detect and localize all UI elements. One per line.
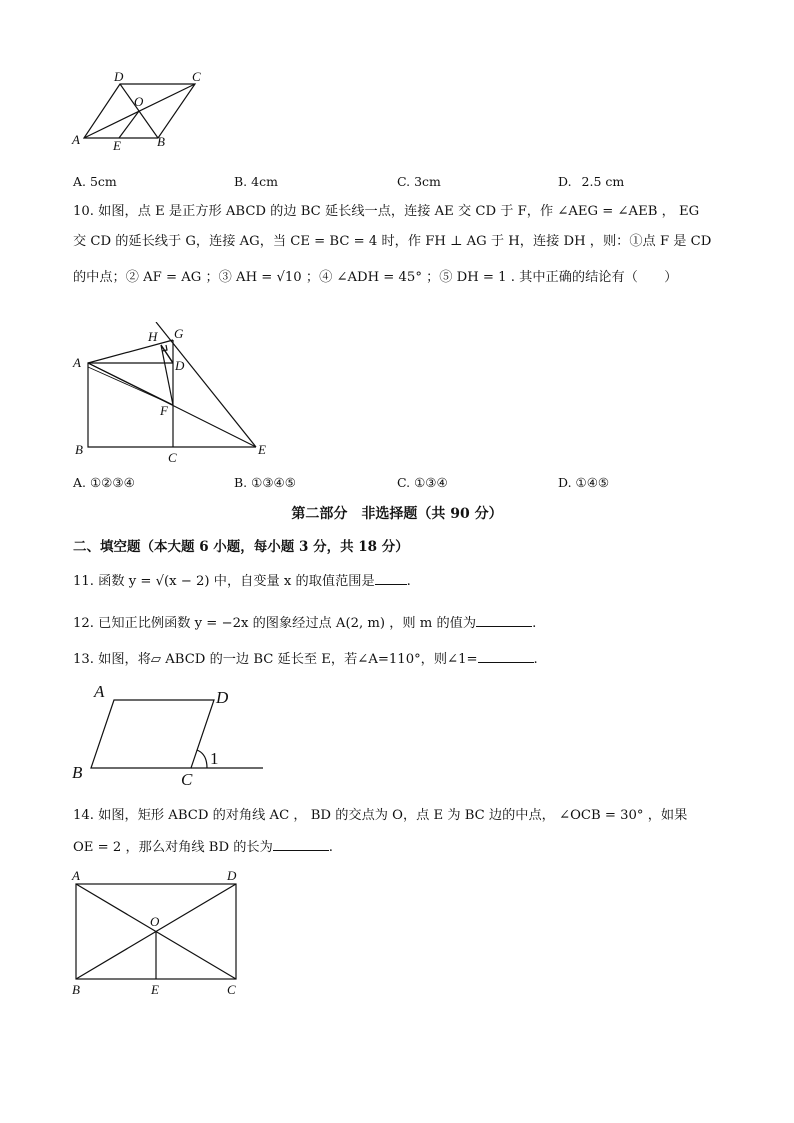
label-c: C <box>192 69 201 84</box>
q13-answer-blank[interactable] <box>478 650 534 663</box>
q10-line-1: 10. 如图，点 E 是正方形 ABCD 的边 BC 延长线一点，连接 AE 交 CD 于 F，作 ∠AEG = ∠AEB ， EG <box>73 204 700 219</box>
q10-line-3: 的中点；② AF = AG ；③ AH = √10 ；④ ∠ADH = 45° ；⑤ DH = 1 . 其中正确的结论有（ ） <box>73 270 678 285</box>
q14-line-2-text: OE = 2 ，那么对角线 BD 的长为 <box>73 840 273 855</box>
label-e: E <box>258 442 266 457</box>
label-o: O <box>150 914 160 929</box>
q13 <box>73 650 538 669</box>
q12-end: . <box>532 616 537 631</box>
part-title: 第二部分 非选择题（共 90 分） <box>291 506 503 522</box>
label-b: B <box>72 763 83 782</box>
q12-text: 12. 已知正比例函数 y = −2x 的图象经过点 A(2, m) ，则 m 的值为 <box>73 616 477 631</box>
q10-option-c: C. ①③④ <box>397 475 448 490</box>
label-d: D <box>114 69 124 84</box>
q10-option-d: D. ①④⑤ <box>558 475 610 490</box>
label-b: B <box>75 442 83 457</box>
label-e: E <box>113 138 121 153</box>
q12-answer-blank[interactable] <box>476 614 532 627</box>
label-g: G <box>174 326 184 341</box>
q14-answer-blank[interactable] <box>273 838 329 851</box>
q10-option-a: A. ①②③④ <box>73 475 135 490</box>
section-heading: 二、填空题（本大题 6 小题，每小题 3 分，共 18 分） <box>73 539 409 555</box>
label-d: D <box>227 868 237 883</box>
label-b: B <box>157 134 165 149</box>
label-d: D <box>216 688 229 707</box>
q9-option-d-value: 2.5 cm <box>581 174 625 189</box>
q9-option-d-prefix: D. <box>558 174 572 189</box>
label-c: C <box>227 982 236 997</box>
label-c: C <box>168 450 177 465</box>
q13-text: 13. 如图，将▱ ABCD 的一边 BC 延长至 E，若∠A=110°，则∠1= <box>73 652 478 667</box>
label-a: A <box>73 355 81 370</box>
label-h: H <box>148 329 158 344</box>
q13-end: . <box>533 652 538 667</box>
label-angle-1: 1 <box>210 749 219 768</box>
q10-option-b: B. ①③④⑤ <box>234 475 296 490</box>
figure-q14-rectangle <box>66 866 256 1002</box>
q11-end: . <box>406 574 411 589</box>
q11-answer-blank[interactable] <box>375 572 407 585</box>
segment-af <box>88 363 173 405</box>
q14-end: . <box>328 840 333 855</box>
label-a: A <box>72 132 80 147</box>
label-f: F <box>160 403 168 418</box>
label-d: D <box>175 358 185 373</box>
label-a: A <box>94 682 105 701</box>
label-e: E <box>151 982 159 997</box>
q9-option-a: A. 5cm <box>73 174 117 189</box>
figure-q9-parallelogram <box>70 68 220 154</box>
figure-q10-square <box>70 322 280 467</box>
q11-text: 11. 函数 y = √(x − 2) 中，自变量 x 的取值范围是 <box>73 574 375 589</box>
label-c: C <box>181 770 193 789</box>
segment-ag <box>88 340 173 363</box>
label-b: B <box>72 982 80 997</box>
q9-option-d <box>558 173 624 191</box>
label-a: A <box>72 868 80 883</box>
label-o: O <box>134 94 144 109</box>
q12 <box>73 614 536 633</box>
parallelogram-abcd <box>91 700 214 768</box>
angle-1-arc <box>197 750 207 768</box>
segment-ad-inner <box>88 367 173 405</box>
q11 <box>73 572 411 591</box>
q14-line-2 <box>73 838 333 857</box>
q9-option-b: B. 4cm <box>234 174 278 189</box>
q14-line-1: 14. 如图，矩形 ABCD 的对角线 AC ， BD 的交点为 O，点 E 为 BC 边的中点， ∠OCB = 30° ，如果 <box>73 808 688 823</box>
q10-line-2: 交 CD 的延长线于 G，连接 AG，当 CE = BC = 4 时，作 FH ⊥ AG 于 H，连接 DH ，则：①点 F 是 CD <box>73 234 712 249</box>
figure-q13-parallelogram <box>66 680 276 792</box>
q9-option-c: C. 3cm <box>397 174 441 189</box>
segment-eo <box>119 111 139 138</box>
